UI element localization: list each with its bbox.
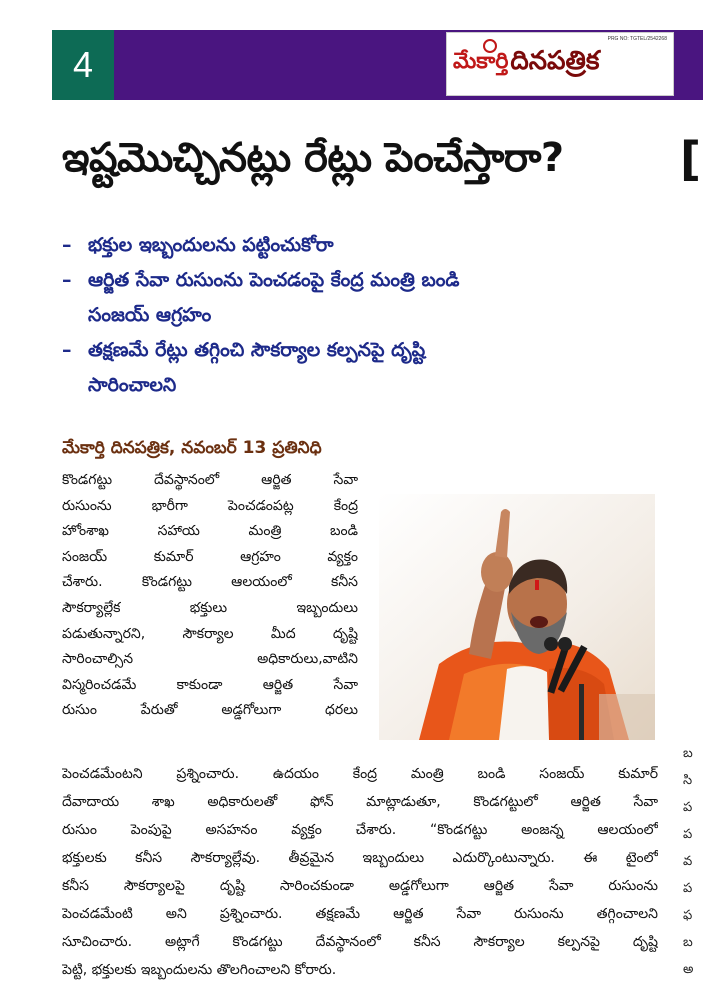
adjacent-line: ప — [683, 827, 693, 842]
masthead-emblem-icon — [483, 39, 497, 53]
masthead-name-part1: మేకార్తి — [453, 49, 509, 74]
subheadline-item: – ఆర్జిత సేవా రుసుంను పెంచడంపై కేంద్ర మంత్రి బండి సంజయ్ ఆగ్రహం — [62, 263, 642, 333]
body-line: కొండగట్టు దేవస్థానంలో ఆర్జిత సేవా — [62, 472, 358, 488]
masthead-name-part2: దినపత్రిక — [510, 46, 600, 76]
body-line: రుసుం పేరుతో అడ్డగోలుగా ధరలు — [62, 702, 358, 719]
adjacent-line: అ — [683, 962, 694, 977]
subheadline-line: తక్షణమే రేట్లు తగ్గించి సౌకర్యాల కల్పనపై దృష్టి — [88, 339, 426, 361]
subheadline-line: ఆర్జిత సేవా రుసుంను పెంచడంపై కేంద్ర మంత్రి బండి — [88, 269, 460, 291]
body-line: చేశారు. కొండగట్టు ఆలయంలో కనీస — [62, 574, 358, 591]
adjacent-line: ప — [683, 800, 693, 815]
subheadline-line: భక్తుల ఇబ్బందులను పట్టించుకోరా — [88, 234, 334, 256]
body-line: సూచించారు. అట్లాగే కొండగట్టు దేవస్థానంలో కనీస సౌకర్యాల కల్పనపై దృష్టి — [62, 934, 658, 950]
adjacent-line: వ — [683, 854, 693, 869]
article-headline: ఇష్టమొచ్చినట్లు రేట్లు పెంచేస్తారా? — [62, 135, 564, 181]
body-line: పెంచడమేంటని ప్రశ్నించారు. ఉదయం కేంద్ర మంత్రి బండి సంజయ్ కుమార్ — [62, 766, 658, 782]
masthead-logo — [446, 32, 674, 96]
adjacent-line: బ — [683, 935, 693, 950]
subheadline-item: – భక్తుల ఇబ్బందులను పట్టించుకోరా — [62, 228, 642, 263]
speaker-photo-illustration — [379, 494, 655, 740]
body-line: సంజయ్ కుమార్ ఆగ్రహం వ్యక్తం — [62, 548, 358, 565]
body-line: సారించాల్సిన అధికారులు,వాటిని — [62, 651, 358, 668]
registration-number: PRG NO: TGTEL/2542268 — [607, 36, 667, 42]
body-line: విస్మరించడమే కాకుండా ఆర్జిత సేవా — [62, 676, 358, 693]
body-line: హోంశాఖ సహాయ మంత్రి బండి — [62, 523, 358, 540]
adjacent-line: ప — [683, 881, 693, 896]
dateline: మేకార్తి దినపత్రిక, నవంబర్ 13 ప్రతినిధి — [62, 438, 322, 458]
adjacent-column-fragments — [683, 740, 703, 983]
article-body-full — [62, 760, 658, 984]
body-line: పెట్టి, భక్తులకు ఇబ్బందులను తొలగించాలని కోరారు. — [62, 962, 337, 978]
article-body-column — [62, 468, 358, 724]
politician-photo — [379, 494, 655, 740]
adjacent-line: సి — [683, 773, 693, 788]
body-line: పడుతున్నారని, సౌకర్యాల మీద దృష్టి — [62, 625, 358, 642]
adjacent-line: ఫ — [683, 908, 693, 923]
body-line: రుసుంను భారీగా పెంచడంపట్ల కేంద్ర — [62, 497, 358, 514]
body-line: సౌకర్యాల్లేక భక్తులు ఇబ్బందులు — [62, 599, 358, 616]
body-line: రుసుం పెంపుపై అసహనం వ్యక్తం చేశారు. “కొండగట్టు అంజన్న ఆలయంలో — [62, 822, 658, 838]
page-number: 4 — [52, 30, 114, 100]
subheadline-item: – తక్షణమే రేట్లు తగ్గించి సౌకర్యాల కల్పనపై దృష్టి సారించాలని — [62, 333, 642, 403]
body-line: కనీస సౌకర్యాలపై దృష్టి సారించకుండా అడ్డగోలుగా ఆర్జిత సేవా రుసుంను — [62, 878, 658, 894]
adjacent-line: బ — [683, 746, 693, 761]
body-line: పెంచడమేంటి అని ప్రశ్నించారు. తక్షణమే ఆర్జిత సేవా రుసుంను తగ్గించాలని — [62, 906, 658, 922]
body-line: భక్తులకు కనీస సౌకర్యాల్లేవు. తీవ్రమైన ఇబ్బందులు ఎదుర్కొంటున్నారు. ఈ టైంలో — [62, 850, 658, 866]
subheadline-list — [62, 228, 642, 403]
subheadline-line: సంజయ్ ఆగ్రహం — [88, 304, 212, 326]
body-line: దేవాదాయ శాఖ అధికారులతో ఫోన్ మాట్లాడుతూ, కొండగట్టులో ఆర్జిత సేవా — [62, 794, 658, 810]
subheadline-line: సారించాలని — [88, 374, 177, 396]
adjacent-headline-fragment: [ — [680, 132, 702, 186]
